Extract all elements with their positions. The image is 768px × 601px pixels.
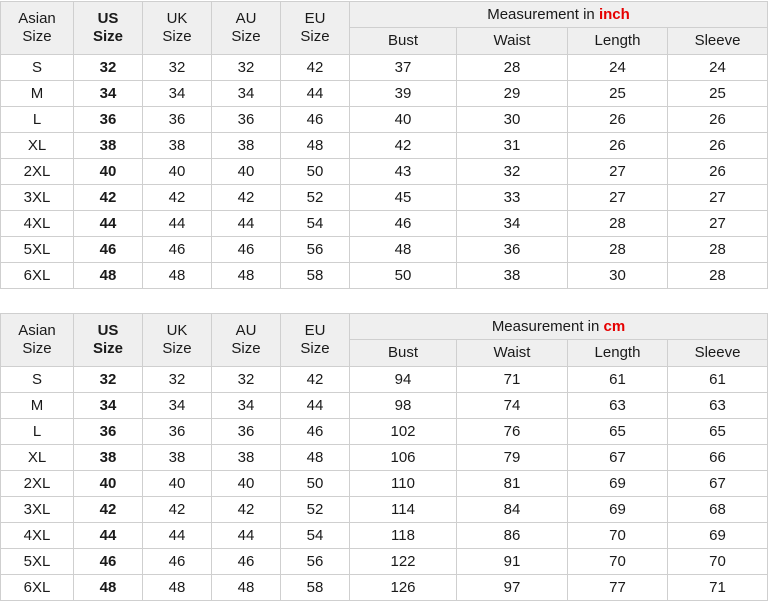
eu-size-header: EU Size — [281, 314, 350, 367]
au-size-cell: 32 — [212, 55, 281, 81]
size-row — [1, 263, 768, 289]
eu-size-cell: 58 — [281, 263, 350, 289]
waist-cell: 97 — [457, 575, 568, 601]
asian-size-cell: L — [1, 419, 74, 445]
header-row — [1, 2, 768, 28]
uk-size-cell: 46 — [143, 549, 212, 575]
eu-size-cell: 48 — [281, 445, 350, 471]
size-row — [1, 523, 768, 549]
size-row — [1, 107, 768, 133]
size-row — [1, 419, 768, 445]
eu-size-cell: 56 — [281, 549, 350, 575]
asian-size-cell: 4XL — [1, 211, 74, 237]
uk-size-cell: 40 — [143, 471, 212, 497]
au-size-cell: 32 — [212, 367, 281, 393]
waist-cell: 34 — [457, 211, 568, 237]
sleeve-cell: 67 — [668, 471, 768, 497]
length-cell: 27 — [568, 185, 668, 211]
length-cell: 28 — [568, 237, 668, 263]
eu-size-cell: 54 — [281, 211, 350, 237]
au-size-cell: 48 — [212, 575, 281, 601]
us-size-cell: 38 — [74, 133, 143, 159]
asian-size-cell: M — [1, 393, 74, 419]
measurement-title: Measurement in cm — [350, 314, 768, 340]
asian-size-cell: S — [1, 55, 74, 81]
bust-cell: 122 — [350, 549, 457, 575]
size-row — [1, 393, 768, 419]
asian-size-cell: 6XL — [1, 263, 74, 289]
eu-size-cell: 42 — [281, 367, 350, 393]
bust-cell: 37 — [350, 55, 457, 81]
size-row — [1, 159, 768, 185]
uk-size-cell: 34 — [143, 81, 212, 107]
au-size-cell: 36 — [212, 419, 281, 445]
bust-cell: 43 — [350, 159, 457, 185]
us-size-cell: 40 — [74, 159, 143, 185]
asian-size-cell: XL — [1, 133, 74, 159]
sleeve-cell: 28 — [668, 263, 768, 289]
waist-cell: 71 — [457, 367, 568, 393]
bust-cell: 46 — [350, 211, 457, 237]
asian-size-header: Asian Size — [1, 314, 74, 367]
size-row — [1, 549, 768, 575]
waist-cell: 38 — [457, 263, 568, 289]
au-size-header: AU Size — [212, 2, 281, 55]
size-row — [1, 445, 768, 471]
waist-cell: 31 — [457, 133, 568, 159]
bust-cell: 106 — [350, 445, 457, 471]
asian-size-cell: S — [1, 367, 74, 393]
length-cell: 70 — [568, 523, 668, 549]
us-size-cell: 46 — [74, 549, 143, 575]
length-cell: 25 — [568, 81, 668, 107]
sleeve-cell: 61 — [668, 367, 768, 393]
sleeve-cell: 25 — [668, 81, 768, 107]
eu-size-cell: 54 — [281, 523, 350, 549]
waist-cell: 33 — [457, 185, 568, 211]
bust-header: Bust — [350, 28, 457, 55]
waist-cell: 91 — [457, 549, 568, 575]
us-size-cell: 32 — [74, 55, 143, 81]
eu-size-cell: 52 — [281, 497, 350, 523]
us-size-cell: 42 — [74, 185, 143, 211]
sleeve-cell: 26 — [668, 107, 768, 133]
waist-cell: 79 — [457, 445, 568, 471]
eu-size-cell: 44 — [281, 81, 350, 107]
us-size-cell: 48 — [74, 575, 143, 601]
au-size-cell: 38 — [212, 445, 281, 471]
length-cell: 30 — [568, 263, 668, 289]
length-cell: 69 — [568, 497, 668, 523]
waist-cell: 81 — [457, 471, 568, 497]
asian-size-cell: 3XL — [1, 497, 74, 523]
waist-header: Waist — [457, 340, 568, 367]
waist-cell: 29 — [457, 81, 568, 107]
us-size-cell: 44 — [74, 523, 143, 549]
size-row — [1, 497, 768, 523]
asian-size-cell: L — [1, 107, 74, 133]
asian-size-cell: 5XL — [1, 549, 74, 575]
size-chart-cm-table — [0, 313, 768, 601]
length-cell: 67 — [568, 445, 668, 471]
measurement-title: Measurement in inch — [350, 2, 768, 28]
us-size-cell: 34 — [74, 393, 143, 419]
eu-size-header: EU Size — [281, 2, 350, 55]
waist-cell: 76 — [457, 419, 568, 445]
size-chart-inch-table — [0, 1, 768, 289]
us-size-cell: 32 — [74, 367, 143, 393]
au-size-cell: 40 — [212, 159, 281, 185]
au-size-cell: 34 — [212, 393, 281, 419]
us-size-cell: 48 — [74, 263, 143, 289]
bust-cell: 45 — [350, 185, 457, 211]
uk-size-cell: 36 — [143, 419, 212, 445]
us-size-header: US Size — [74, 314, 143, 367]
length-cell: 70 — [568, 549, 668, 575]
sleeve-cell: 26 — [668, 159, 768, 185]
bust-cell: 114 — [350, 497, 457, 523]
length-cell: 77 — [568, 575, 668, 601]
header-row — [1, 314, 768, 340]
sleeve-cell: 70 — [668, 549, 768, 575]
sleeve-cell: 68 — [668, 497, 768, 523]
bust-cell: 98 — [350, 393, 457, 419]
size-row — [1, 211, 768, 237]
uk-size-cell: 38 — [143, 445, 212, 471]
length-cell: 65 — [568, 419, 668, 445]
au-size-cell: 46 — [212, 549, 281, 575]
asian-size-cell: 3XL — [1, 185, 74, 211]
eu-size-cell: 46 — [281, 419, 350, 445]
size-row — [1, 81, 768, 107]
au-size-cell: 46 — [212, 237, 281, 263]
us-size-cell: 46 — [74, 237, 143, 263]
size-row — [1, 55, 768, 81]
eu-size-cell: 46 — [281, 107, 350, 133]
uk-size-cell: 46 — [143, 237, 212, 263]
eu-size-cell: 56 — [281, 237, 350, 263]
us-size-cell: 44 — [74, 211, 143, 237]
uk-size-cell: 44 — [143, 523, 212, 549]
uk-size-cell: 40 — [143, 159, 212, 185]
uk-size-cell: 42 — [143, 497, 212, 523]
bust-cell: 126 — [350, 575, 457, 601]
length-header: Length — [568, 340, 668, 367]
bust-cell: 50 — [350, 263, 457, 289]
sleeve-cell: 28 — [668, 237, 768, 263]
length-cell: 61 — [568, 367, 668, 393]
au-size-cell: 44 — [212, 211, 281, 237]
us-size-header: US Size — [74, 2, 143, 55]
us-size-cell: 36 — [74, 419, 143, 445]
asian-size-cell: 2XL — [1, 159, 74, 185]
au-size-cell: 42 — [212, 185, 281, 211]
bust-cell: 94 — [350, 367, 457, 393]
waist-cell: 32 — [457, 159, 568, 185]
us-size-cell: 34 — [74, 81, 143, 107]
uk-size-cell: 32 — [143, 55, 212, 81]
length-cell: 69 — [568, 471, 668, 497]
uk-size-cell: 42 — [143, 185, 212, 211]
bust-cell: 110 — [350, 471, 457, 497]
au-size-cell: 34 — [212, 81, 281, 107]
au-size-cell: 44 — [212, 523, 281, 549]
uk-size-cell: 38 — [143, 133, 212, 159]
au-size-cell: 48 — [212, 263, 281, 289]
sleeve-cell: 66 — [668, 445, 768, 471]
au-size-cell: 36 — [212, 107, 281, 133]
sleeve-cell: 63 — [668, 393, 768, 419]
length-cell: 28 — [568, 211, 668, 237]
uk-size-cell: 48 — [143, 263, 212, 289]
uk-size-cell: 36 — [143, 107, 212, 133]
bust-cell: 40 — [350, 107, 457, 133]
eu-size-cell: 48 — [281, 133, 350, 159]
length-cell: 27 — [568, 159, 668, 185]
sleeve-cell: 65 — [668, 419, 768, 445]
uk-size-header: UK Size — [143, 314, 212, 367]
unit-label: cm — [603, 317, 626, 335]
us-size-cell: 42 — [74, 497, 143, 523]
asian-size-cell: 2XL — [1, 471, 74, 497]
eu-size-cell: 44 — [281, 393, 350, 419]
asian-size-cell: 4XL — [1, 523, 74, 549]
eu-size-cell: 42 — [281, 55, 350, 81]
size-row — [1, 471, 768, 497]
length-cell: 26 — [568, 107, 668, 133]
sleeve-cell: 71 — [668, 575, 768, 601]
sleeve-cell: 27 — [668, 211, 768, 237]
size-row — [1, 185, 768, 211]
sleeve-header: Sleeve — [668, 340, 768, 367]
waist-cell: 84 — [457, 497, 568, 523]
eu-size-cell: 52 — [281, 185, 350, 211]
waist-cell: 74 — [457, 393, 568, 419]
eu-size-cell: 50 — [281, 471, 350, 497]
uk-size-cell: 34 — [143, 393, 212, 419]
sleeve-header: Sleeve — [668, 28, 768, 55]
waist-header: Waist — [457, 28, 568, 55]
sleeve-cell: 27 — [668, 185, 768, 211]
au-size-cell: 38 — [212, 133, 281, 159]
length-cell: 24 — [568, 55, 668, 81]
asian-size-header: Asian Size — [1, 2, 74, 55]
size-row — [1, 575, 768, 601]
sleeve-cell: 69 — [668, 523, 768, 549]
us-size-cell: 40 — [74, 471, 143, 497]
uk-size-cell: 48 — [143, 575, 212, 601]
us-size-cell: 38 — [74, 445, 143, 471]
sleeve-cell: 26 — [668, 133, 768, 159]
unit-label: inch — [598, 5, 630, 23]
au-size-cell: 40 — [212, 471, 281, 497]
size-row — [1, 237, 768, 263]
us-size-cell: 36 — [74, 107, 143, 133]
uk-size-header: UK Size — [143, 2, 212, 55]
asian-size-cell: 6XL — [1, 575, 74, 601]
bust-header: Bust — [350, 340, 457, 367]
asian-size-cell: XL — [1, 445, 74, 471]
asian-size-cell: M — [1, 81, 74, 107]
size-row — [1, 367, 768, 393]
bust-cell: 42 — [350, 133, 457, 159]
bust-cell: 39 — [350, 81, 457, 107]
asian-size-cell: 5XL — [1, 237, 74, 263]
waist-cell: 28 — [457, 55, 568, 81]
uk-size-cell: 44 — [143, 211, 212, 237]
bust-cell: 102 — [350, 419, 457, 445]
bust-cell: 48 — [350, 237, 457, 263]
waist-cell: 30 — [457, 107, 568, 133]
length-cell: 26 — [568, 133, 668, 159]
waist-cell: 36 — [457, 237, 568, 263]
length-header: Length — [568, 28, 668, 55]
eu-size-cell: 58 — [281, 575, 350, 601]
size-row — [1, 133, 768, 159]
au-size-header: AU Size — [212, 314, 281, 367]
waist-cell: 86 — [457, 523, 568, 549]
eu-size-cell: 50 — [281, 159, 350, 185]
sleeve-cell: 24 — [668, 55, 768, 81]
length-cell: 63 — [568, 393, 668, 419]
uk-size-cell: 32 — [143, 367, 212, 393]
au-size-cell: 42 — [212, 497, 281, 523]
bust-cell: 118 — [350, 523, 457, 549]
